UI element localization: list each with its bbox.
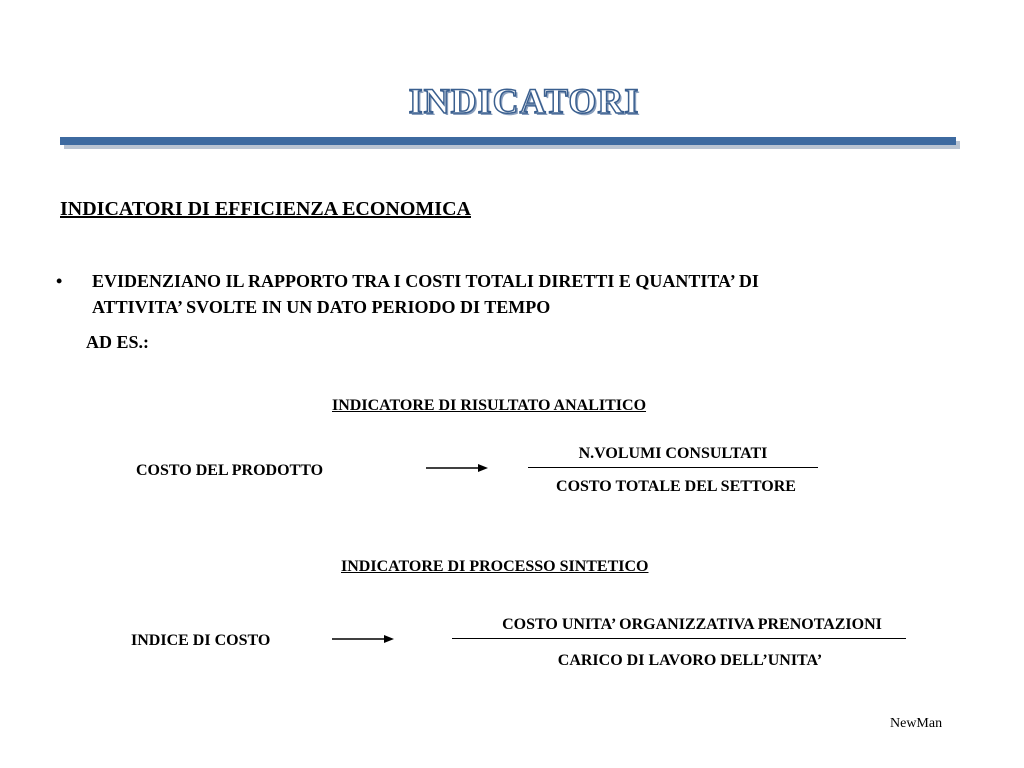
indicator2-fraction-line	[452, 638, 906, 639]
bullet-marker: •	[56, 271, 63, 291]
title-rule	[60, 137, 956, 145]
page-title: INDICATORI	[408, 81, 640, 121]
indicator1-numerator: N.VOLUMI CONSULTATI	[578, 445, 768, 462]
example-label: AD ES.:	[86, 332, 150, 352]
bullet-line-2: ATTIVITA’ SVOLTE IN UN DATO PERIODO DI TEMPO	[92, 297, 551, 317]
section-heading: INDICATORI DI EFFICIENZA ECONOMICA	[60, 198, 471, 220]
bullet-text	[92, 268, 972, 320]
indicator1-heading: INDICATORE DI RISULTATO ANALITICO	[332, 397, 647, 414]
indicator1-denominator: COSTO TOTALE DEL SETTORE	[556, 478, 796, 495]
indicator2-heading: INDICATORE DI PROCESSO SINTETICO	[341, 558, 649, 575]
bullet-line-1: EVIDENZIANO IL RAPPORTO TRA I COSTI TOTALI DIRETTI E QUANTITA’ DI	[92, 271, 759, 291]
indicator2-term: INDICE DI COSTO	[131, 632, 271, 649]
footer-label: NewMan	[890, 716, 943, 731]
indicator2-arrow-icon	[330, 632, 396, 646]
indicator2-numerator: COSTO UNITA’ ORGANIZZATIVA PRENOTAZIONI	[502, 616, 882, 633]
indicator1-arrow-icon	[424, 461, 490, 475]
indicator1-term: COSTO DEL PRODOTTO	[136, 462, 324, 479]
indicator1-fraction-line	[528, 467, 818, 468]
indicator2-denominator: CARICO DI LAVORO DELL’UNITA’	[557, 652, 823, 669]
